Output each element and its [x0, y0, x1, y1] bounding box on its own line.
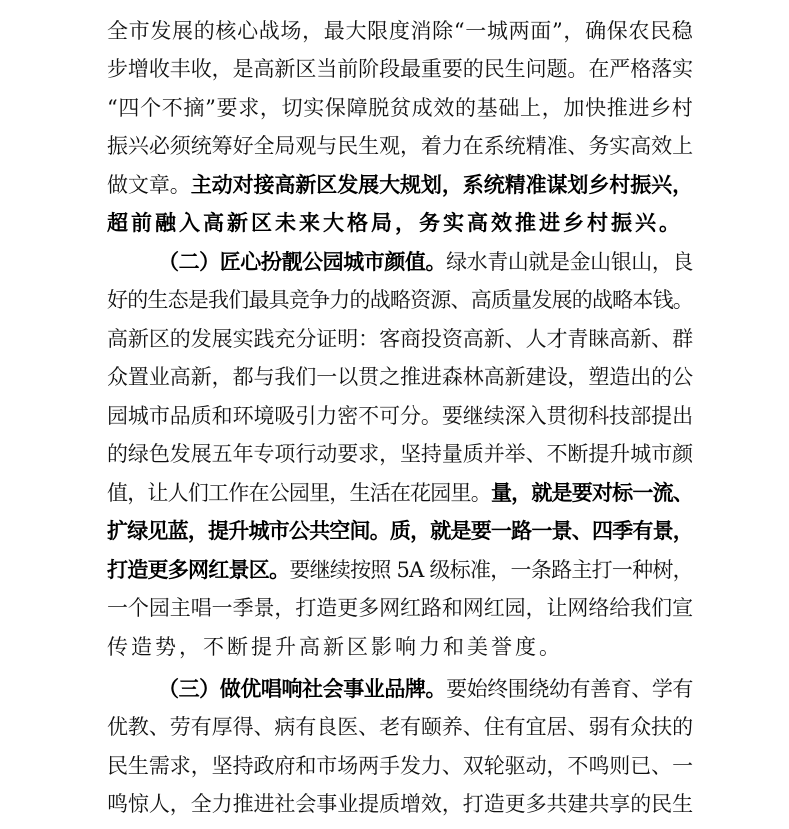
text-segment: 要始终围绕幼有善育、学有: [446, 677, 694, 701]
text-segment: 步增收丰收，是高新区当前阶段最重要的民生问题。在严格落实: [107, 57, 693, 81]
text-line: [107, 14, 693, 48]
text-segment: 好的生态是我们最具竞争力的战略资源、高质量发展的战略本钱。: [107, 288, 693, 312]
bold-text-segment: 主动对接高新区发展大规划，系统精准谋划乡村振兴，: [190, 172, 694, 197]
text-segment: 鸣惊人，全力推进社会事业提质增效，打造更多共建共享的民生: [107, 792, 693, 816]
text-segment: 的绿色发展五年专项行动要求，坚持量质并举、不断提升城市颜: [107, 442, 693, 466]
text-segment: 值，让人们工作在公园里，生活在花园里。: [107, 481, 491, 505]
text-line: [107, 476, 693, 510]
text-line: [107, 129, 693, 163]
text-segment: 绿水青山就是金山银山，良: [446, 250, 694, 274]
bold-text-segment: 扩绿见蓝，提升城市公共空间。质，就是要一路一景、四季有景，: [107, 518, 693, 543]
text-line: [107, 437, 693, 471]
text-segment: 民生需求，坚持政府和市场两手发力、双轮驱动，不鸣则已、一: [107, 754, 693, 778]
text-line: [107, 553, 693, 587]
text-segment: 园城市品质和环境吸引力密不可分。要继续深入贯彻科技部提出: [107, 404, 693, 428]
bold-text-segment: 量，就是要对标一流、: [490, 480, 694, 505]
text-segment: 全市发展的核心战场，最大限度消除“一城两面”，确保农民稳: [107, 19, 694, 43]
text-line: [107, 206, 683, 240]
section-heading-line: [158, 245, 693, 279]
text-segment: 一个园主唱一季景，打造更多网红路和网红园，让网络给我们宣: [107, 596, 693, 620]
text-segment: 振兴必须统筹好全局观与民生观，着力在系统精准、务实高效上: [107, 134, 693, 158]
text-line: [107, 283, 693, 317]
text-line: [107, 514, 693, 548]
section-heading: （三）做优唱响社会事业品牌。: [158, 676, 447, 701]
text-line: [107, 322, 693, 356]
text-line: [107, 360, 693, 394]
text-segment: 传造势，不断提升高新区影响力和美誉度。: [107, 635, 563, 659]
text-line: [107, 591, 693, 625]
text-line: [107, 399, 693, 433]
bold-text-segment: 超前融入高新区未来大格局，务实高效推进乡村振兴。: [107, 210, 683, 235]
text-segment: 众置业高新，都与我们一以贯之推进森林高新建设，塑造出的公: [107, 365, 693, 389]
text-line: [107, 91, 693, 125]
text-line: [107, 52, 693, 86]
text-line: [107, 710, 693, 744]
text-line: [107, 168, 693, 202]
text-segment: 高新区的发展实践充分证明：客商投资高新、人才青睐高新、群: [107, 327, 693, 351]
text-segment: 做文章。: [107, 173, 191, 197]
text-segment: “四个不摘”要求，切实保障脱贫成效的基础上，加快推进乡村: [107, 96, 694, 120]
text-line: [107, 787, 693, 821]
text-line: [107, 630, 563, 664]
section-heading-line: [158, 672, 693, 706]
bold-text-segment: 打造更多网红景区。: [107, 557, 290, 582]
text-segment: 要继续按照 5A 级标准，一条路主打一种树，: [289, 558, 693, 582]
section-heading: （二）匠心扮靓公园城市颜值。: [158, 249, 447, 274]
text-line: [107, 749, 693, 783]
text-segment: 优教、劳有厚得、病有良医、老有颐养、住有宜居、弱有众扶的: [107, 715, 693, 739]
